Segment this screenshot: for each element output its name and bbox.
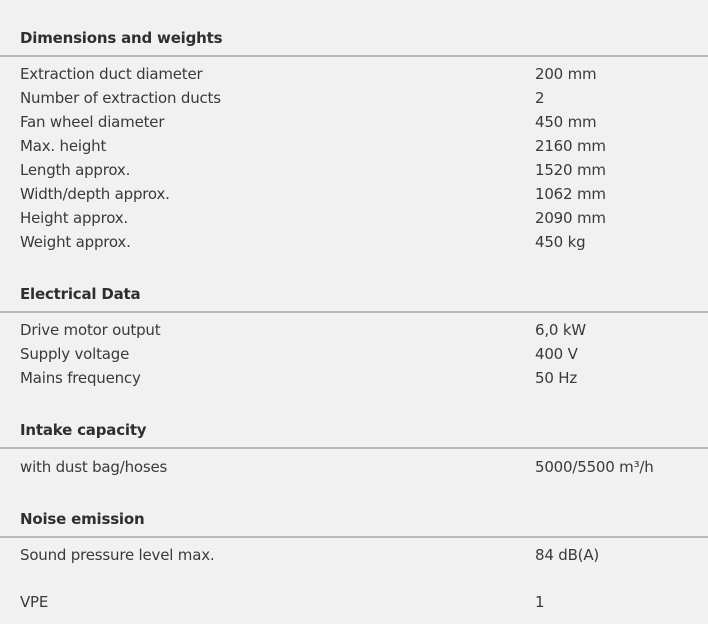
spec-value: 2 xyxy=(535,89,545,107)
spec-row xyxy=(0,455,708,479)
spec-row xyxy=(0,366,708,390)
section-divider xyxy=(0,55,708,57)
spec-value: 5000/5500 m³/h xyxy=(535,458,654,476)
section-title-dimensions: Dimensions and weights xyxy=(20,29,223,47)
spec-label: Supply voltage xyxy=(20,345,130,363)
section-title-noise: Noise emission xyxy=(20,510,145,528)
section-title-intake: Intake capacity xyxy=(20,421,147,439)
spec-value: 2160 mm xyxy=(535,137,606,155)
spec-label: Extraction duct diameter xyxy=(20,65,203,83)
spec-label: Drive motor output xyxy=(20,321,161,339)
spec-value: 400 V xyxy=(535,345,578,363)
spec-value: 450 kg xyxy=(535,233,586,251)
spec-row xyxy=(0,206,708,230)
spec-value: 50 Hz xyxy=(535,369,578,387)
spec-value: 1 xyxy=(535,593,545,611)
spec-value: 1520 mm xyxy=(535,161,606,179)
section-divider xyxy=(0,447,708,449)
spec-row xyxy=(0,318,708,342)
section-title-electrical: Electrical Data xyxy=(20,285,141,303)
spec-label: Length approx. xyxy=(20,161,131,179)
spec-row xyxy=(0,230,708,254)
spec-row xyxy=(0,158,708,182)
spec-row xyxy=(0,182,708,206)
spec-value: 1062 mm xyxy=(535,185,606,203)
spec-label: Max. height xyxy=(20,137,107,155)
spec-label: Height approx. xyxy=(20,209,128,227)
spec-value: 84 dB(A) xyxy=(535,546,600,564)
spec-row xyxy=(0,590,708,614)
spec-row xyxy=(0,62,708,86)
spec-label: Sound pressure level max. xyxy=(20,546,215,564)
spec-value: 6,0 kW xyxy=(535,321,586,339)
spec-label: with dust bag/hoses xyxy=(20,458,168,476)
spec-label: Weight approx. xyxy=(20,233,131,251)
spec-label: Fan wheel diameter xyxy=(20,113,165,131)
spec-row xyxy=(0,342,708,366)
spec-value: 2090 mm xyxy=(535,209,606,227)
spec-label: Width/depth approx. xyxy=(20,185,170,203)
spec-label: VPE xyxy=(20,593,49,611)
spec-row xyxy=(0,134,708,158)
spec-row xyxy=(0,86,708,110)
section-divider xyxy=(0,311,708,313)
spec-value: 450 mm xyxy=(535,113,597,131)
spec-label: Mains frequency xyxy=(20,369,141,387)
section-divider xyxy=(0,536,708,538)
spec-row xyxy=(0,543,708,567)
spec-value: 200 mm xyxy=(535,65,597,83)
spec-row xyxy=(0,110,708,134)
spec-label: Number of extraction ducts xyxy=(20,89,221,107)
